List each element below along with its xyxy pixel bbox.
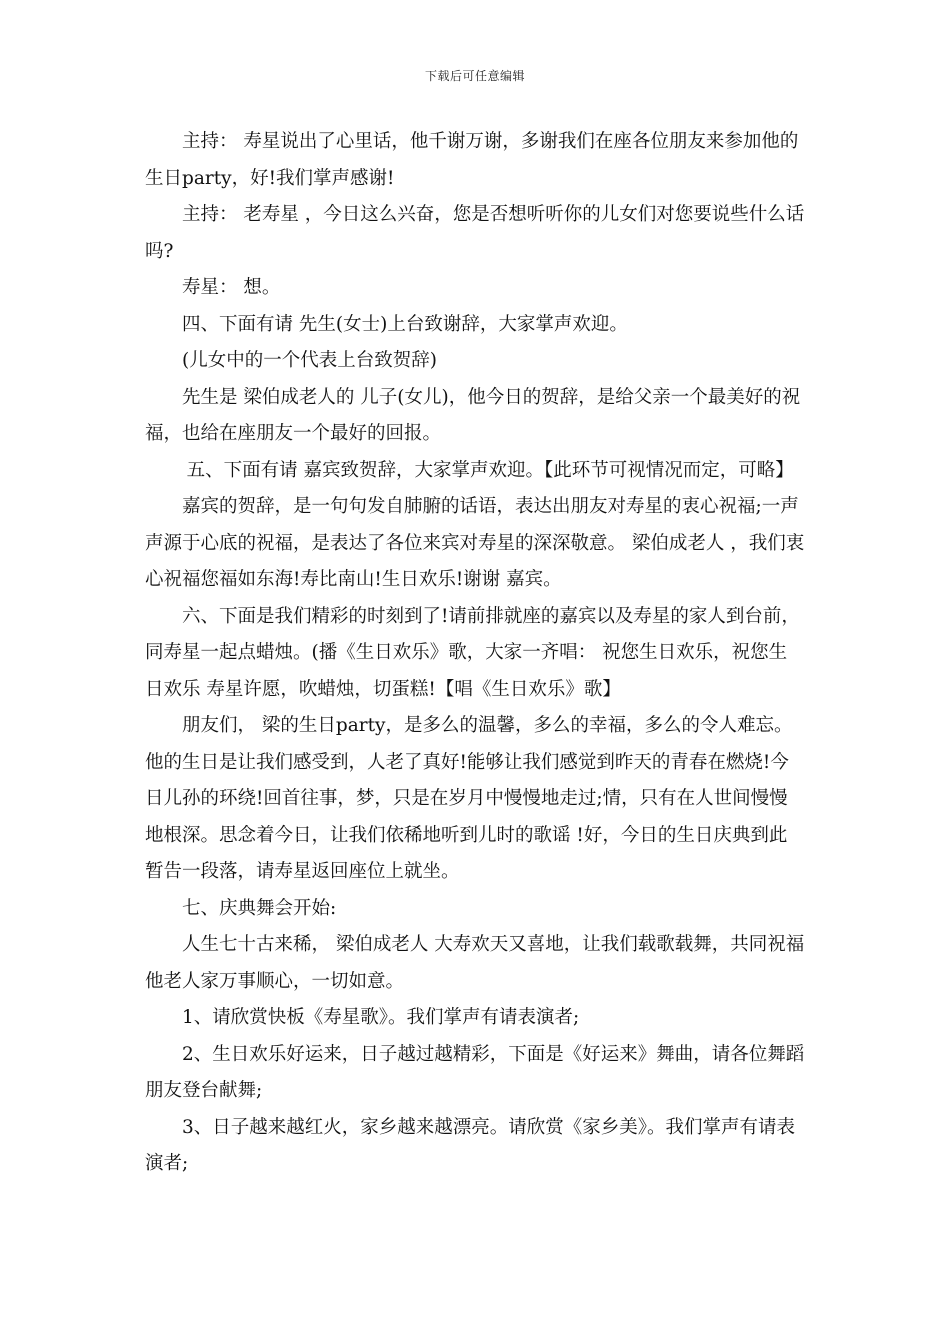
paragraph-15: 3、日子越来越红火，家乡越来越漂亮。请欣赏《家乡美》。我们掌声有请表演者; bbox=[145, 1116, 796, 1174]
paragraph-3: 寿星： 想。 bbox=[182, 277, 281, 298]
header-note: 下载后可任意编辑 bbox=[424, 69, 525, 83]
paragraph-8: 嘉宾的贺辞，是一句句发自肺腑的话语，表达出朋友对寿星的衷心祝福;一声声源于心底的祝福，是表达了各位来宾对寿星的深深敬意。 梁伯成老人 ，我们衷心祝福您福如东海!寿比南山!生日欢乐!谢谢 嘉宾。 bbox=[145, 496, 805, 590]
paragraph-12: 人生七十古来稀， 梁伯成老人 大寿欢天又喜地，让我们载歌载舞，共同祝福他老人家万事顺心，一切如意。 bbox=[145, 934, 805, 992]
paragraph-9: 六、下面是我们精彩的时刻到了!请前排就座的嘉宾以及寿星的家人到台前，同寿星一起点蜡烛。(播《生日欢乐》歌，大家一齐唱： 祝您生日欢乐，祝您生日欢乐 寿星许愿，吹蜡烛，切蛋糕!【唱《生日欢乐》歌】 bbox=[145, 605, 800, 700]
paragraph-14: 2、生日欢乐好运来，日子越过越精彩，下面是《好运来》舞曲，请各位舞蹈朋友登台献舞; bbox=[145, 1043, 805, 1101]
paragraph-7: 五、下面有请 嘉宾致贺辞，大家掌声欢迎。【此环节可视情况而定，可略】 bbox=[186, 459, 794, 481]
paragraph-5: (儿女中的一个代表上台致贺辞) bbox=[182, 350, 437, 371]
paragraph-11: 七、庆典舞会开始: bbox=[182, 897, 337, 919]
paragraph-1: 主持： 寿星说出了心里话，他千谢万谢，多谢我们在座各位朋友来参加他的生日party，好!我们掌声感谢! bbox=[145, 131, 799, 189]
document-body bbox=[145, 124, 805, 1183]
paragraph-4: 四、下面有请 先生(女士)上台致谢辞，大家掌声欢迎。 bbox=[182, 313, 628, 335]
paragraph-2: 主持： 老寿星 ，今日这么兴奋，您是否想听听你的儿女们对您要说些什么话吗? bbox=[145, 204, 805, 262]
paragraph-13: 1、请欣赏快板《寿星歌》。我们掌声有请表演者; bbox=[182, 1007, 580, 1028]
paragraph-6: 先生是 梁伯成老人的 儿子(女儿)，他今日的贺辞，是给父亲一个最美好的祝福，也给在座朋友一个最好的回报。 bbox=[145, 386, 801, 444]
paragraph-10: 朋友们， 梁的生日party，是多么的温馨，多么的幸福，多么的令人难忘。他的生日是让我们感受到，人老了真好!能够让我们感觉到昨天的青春在燃烧!今日儿孙的环绕!回首往事，梦，只是在岁月中慢慢地走过;情，只有在人世间慢慢地根深。思念着今日，让我们依稀地听到儿时的歌谣 !好，今日的生日庆典到此暂告一段落，请寿星返回座位上就坐。 bbox=[145, 715, 793, 882]
